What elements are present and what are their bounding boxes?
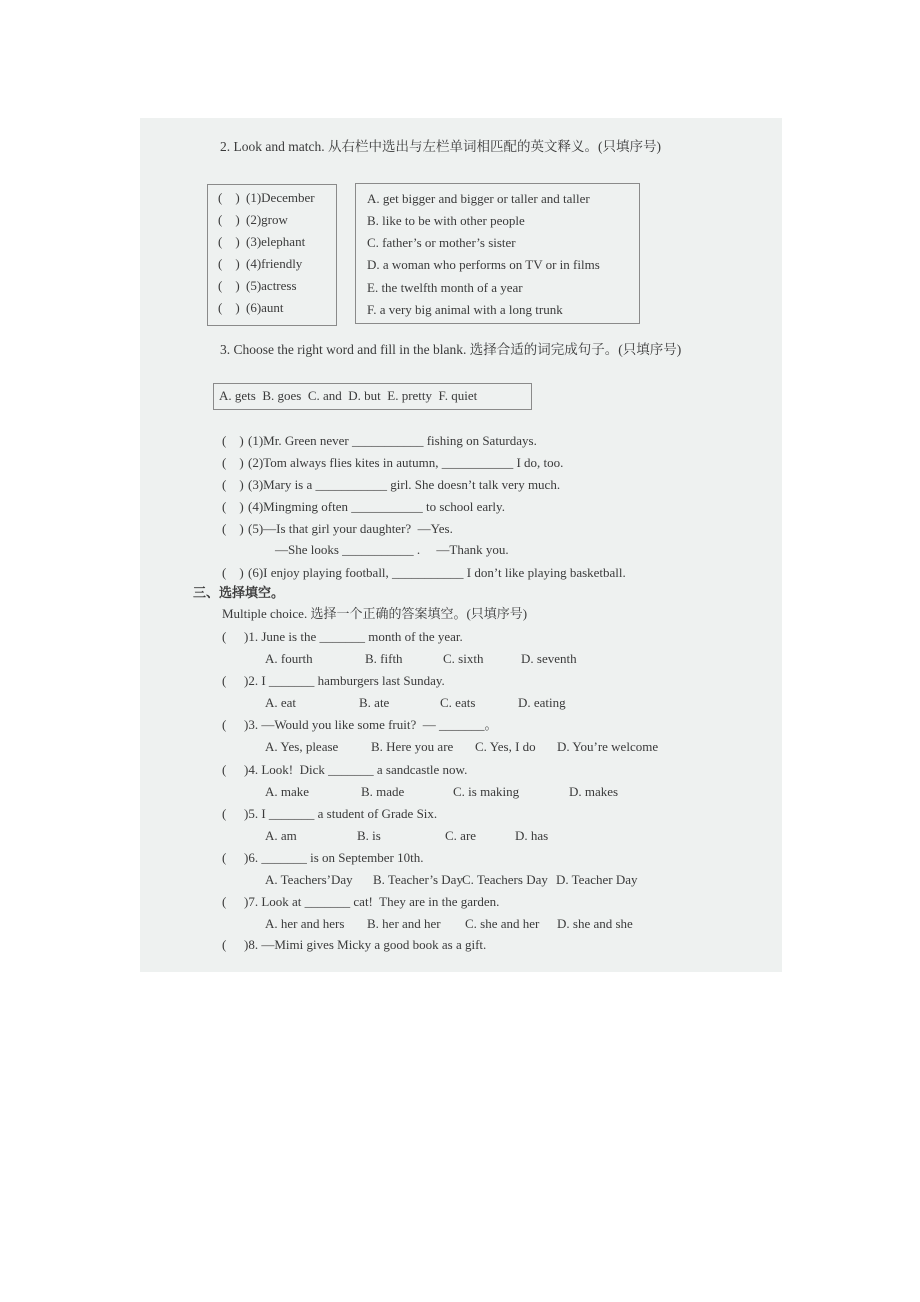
match-word: (1)December (246, 190, 315, 205)
answer-bracket[interactable]: ( (222, 850, 227, 865)
item-text: (2)Tom always flies kites in autumn, ___________ I do, too. (248, 455, 564, 470)
mc-option: A. her and hers (265, 916, 345, 931)
mc-option: C. Yes, I do (475, 739, 536, 754)
answer-bracket[interactable]: ( ) (218, 256, 240, 271)
answer-bracket[interactable]: ( ) (222, 477, 244, 492)
match-definition: F. a very big animal with a long trunk (367, 302, 563, 317)
mc-option: C. eats (440, 695, 476, 710)
fill-blank-item (222, 433, 537, 449)
mc-option: A. eat (265, 695, 297, 710)
mc-question (222, 894, 499, 910)
item-text: (3)Mary is a ___________ girl. She doesn’t talk very much. (248, 477, 561, 492)
mc-option: B. her and her (367, 916, 441, 931)
answer-bracket[interactable]: ( (222, 806, 227, 821)
mc-option: B. fifth (365, 651, 403, 666)
mc-option: D. Teacher Day (556, 872, 638, 887)
mc-question (222, 937, 486, 953)
mc-question (222, 850, 423, 866)
mc-option: C. sixth (443, 651, 484, 666)
part3-title: 3. Choose the right word and fill in the blank. 选择合适的词完成句子。(只填序号) (220, 342, 682, 357)
match-definition: D. a woman who performs on TV or in films (367, 257, 600, 272)
match-definition: C. father’s or mother’s sister (367, 235, 516, 250)
answer-bracket[interactable]: ( (222, 629, 227, 644)
answer-bracket[interactable]: ( (222, 894, 227, 909)
mc-option: A. am (265, 828, 297, 843)
mc-option: B. is (357, 828, 381, 843)
mc-option: D. makes (569, 784, 619, 799)
question-text: )1. June is the _______ month of the year. (244, 629, 463, 644)
question-text: )3. —Would you like some fruit? — _______。 (244, 717, 498, 732)
answer-bracket[interactable]: ( ) (218, 300, 240, 315)
item-text: (5)—Is that girl your daughter? —Yes. (248, 521, 453, 536)
answer-bracket[interactable]: ( ) (222, 433, 244, 448)
mc-option: B. made (361, 784, 405, 799)
match-left-item (218, 256, 302, 272)
mc-question (222, 629, 463, 645)
answer-bracket[interactable]: ( ) (222, 499, 244, 514)
mc-question (222, 717, 498, 733)
fill-blank-item (222, 455, 563, 471)
question-text: )6. _______ is on September 10th. (244, 850, 424, 865)
word-bank: A. gets B. goes C. and D. but E. pretty F. quiet (219, 388, 478, 403)
fill-blank-item (222, 477, 560, 493)
answer-bracket[interactable]: ( ) (222, 521, 244, 536)
mc-option: A. make (265, 784, 310, 799)
question-text: )7. Look at _______ cat! They are in the garden. (244, 894, 500, 909)
item-text: (4)Mingming often ___________ to school early. (248, 499, 505, 514)
fill-blank-item (222, 565, 626, 581)
mc-option: B. ate (359, 695, 390, 710)
mc-option: B. Teacher’s Day (373, 872, 463, 887)
fill-blank-item (222, 499, 505, 515)
answer-bracket[interactable]: ( ) (218, 278, 240, 293)
match-word: (3)elephant (246, 234, 306, 249)
match-definition: A. get bigger and bigger or taller and taller (367, 191, 590, 206)
match-word: (6)aunt (246, 300, 284, 315)
match-left-item (218, 278, 297, 294)
mc-option: D. seventh (521, 651, 577, 666)
answer-bracket[interactable]: ( ) (218, 190, 240, 205)
item-text: (6)I enjoy playing football, ___________ I don’t like playing basketball. (248, 565, 626, 580)
mc-option: C. is making (453, 784, 520, 799)
match-left-item (218, 212, 288, 228)
mc-option: C. Teachers Day (462, 872, 548, 887)
section3-instruction: Multiple choice. 选择一个正确的答案填空。(只填序号) (222, 606, 528, 621)
part3-item5-line2: —She looks ___________ . —Thank you. (275, 542, 509, 557)
match-left-item (218, 190, 315, 206)
match-definition: E. the twelfth month of a year (367, 280, 523, 295)
answer-bracket[interactable]: ( (222, 937, 227, 952)
mc-option: D. You’re welcome (557, 739, 659, 754)
match-word: (4)friendly (246, 256, 303, 271)
mc-option: A. Yes, please (265, 739, 339, 754)
item-text: (1)Mr. Green never ___________ fishing on Saturdays. (248, 433, 537, 448)
mc-option: C. are (445, 828, 477, 843)
question-text: )4. Look! Dick _______ a sandcastle now. (244, 762, 468, 777)
part2-title: 2. Look and match. 从右栏中选出与左栏单词相匹配的英文释义。(只填序号) (220, 139, 661, 154)
answer-bracket[interactable]: ( ) (218, 234, 240, 249)
question-text: )2. I _______ hamburgers last Sunday. (244, 673, 445, 688)
match-left-item (218, 300, 284, 316)
answer-bracket[interactable]: ( (222, 673, 227, 688)
answer-bracket[interactable]: ( (222, 762, 227, 777)
mc-question (222, 762, 467, 778)
mc-option: D. she and she (557, 916, 633, 931)
match-definition: B. like to be with other people (367, 213, 525, 228)
answer-bracket[interactable]: ( ) (218, 212, 240, 227)
mc-question (222, 806, 437, 822)
mc-question (222, 673, 445, 689)
mc-option: D. eating (518, 695, 566, 710)
fill-blank-item (222, 521, 453, 537)
section3-heading: 三、选择填空。 (193, 585, 285, 600)
mc-option: C. she and her (465, 916, 540, 931)
mc-option: A. fourth (265, 651, 313, 666)
answer-bracket[interactable]: ( (222, 717, 227, 732)
mc-option: B. Here you are (371, 739, 454, 754)
match-word: (2)grow (246, 212, 288, 227)
match-left-item (218, 234, 305, 250)
match-word: (5)actress (246, 278, 297, 293)
mc-option: D. has (515, 828, 549, 843)
answer-bracket[interactable]: ( ) (222, 565, 244, 580)
question-text: )8. —Mimi gives Micky a good book as a gift. (244, 937, 487, 952)
question-text: )5. I _______ a student of Grade Six. (244, 806, 438, 821)
answer-bracket[interactable]: ( ) (222, 455, 244, 470)
mc-option: A. Teachers’Day (265, 872, 353, 887)
